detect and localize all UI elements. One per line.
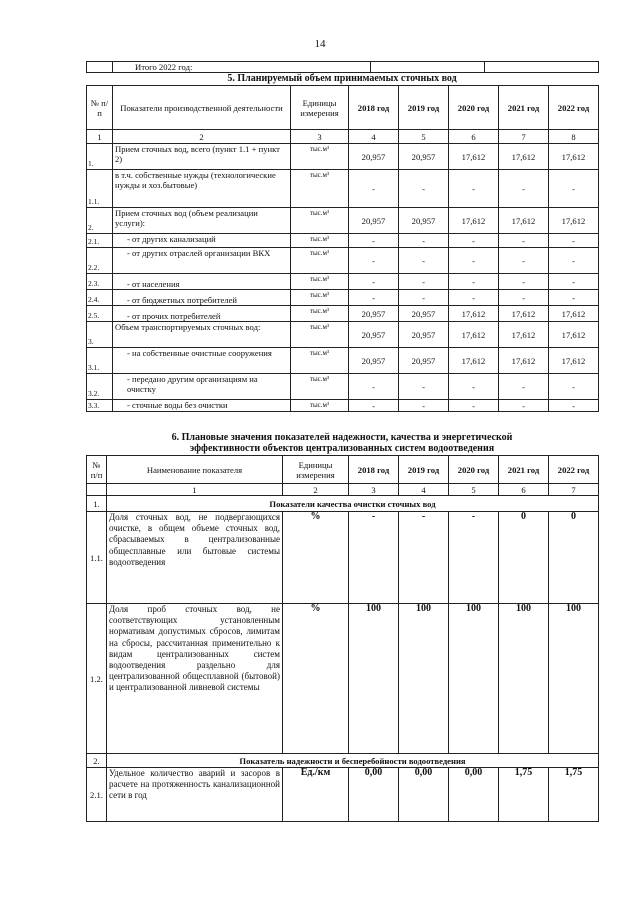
col-number: 5 xyxy=(449,484,499,496)
table-row xyxy=(87,248,599,274)
row-value: - xyxy=(349,290,399,306)
row-value: - xyxy=(549,290,599,306)
row-name: Удельное количество аварий и засоров в расчете на протяженность канализационной сети в год xyxy=(107,768,283,822)
table-row xyxy=(87,144,599,170)
row-value: - xyxy=(349,274,399,290)
row-value: 17,612 xyxy=(449,348,499,374)
row-value: 0,00 xyxy=(399,768,449,822)
col-number: 1 xyxy=(87,130,113,144)
row-num: 3.2. xyxy=(87,374,113,400)
row-value: 17,612 xyxy=(449,144,499,170)
row-num: 3. xyxy=(87,322,113,348)
table-row xyxy=(87,604,599,754)
page-number: 14 xyxy=(314,38,326,50)
row-value: 17,612 xyxy=(549,348,599,374)
table-row xyxy=(87,234,599,248)
row-value: - xyxy=(499,234,549,248)
row-num: 2.1. xyxy=(87,234,113,248)
col-number: 4 xyxy=(399,484,449,496)
row-value: 17,612 xyxy=(549,306,599,322)
row-name: - от прочих потребителей xyxy=(113,306,291,322)
row-value: - xyxy=(449,400,499,412)
row-num: 2.3. xyxy=(87,274,113,290)
row-value: - xyxy=(349,170,399,208)
row-num: 3.1. xyxy=(87,348,113,374)
row-value: - xyxy=(449,374,499,400)
col-number: 7 xyxy=(499,130,549,144)
row-name: - от других канализаций xyxy=(113,234,291,248)
row-num: 2.5. xyxy=(87,306,113,322)
row-value: - xyxy=(449,512,499,604)
row-num: 3.3. xyxy=(87,400,113,412)
section6-title-line1: 6. Плановые значения показателей надежности, качества и энергетической xyxy=(171,432,513,443)
row-unit: тыс.м³ xyxy=(291,290,349,306)
row-unit: тыс.м³ xyxy=(291,144,349,170)
group-row xyxy=(87,496,599,512)
col-number: 3 xyxy=(349,484,399,496)
row-unit: тыс.м³ xyxy=(291,234,349,248)
top-row-label: Итого 2022 год: xyxy=(113,62,371,73)
row-unit: тыс.м³ xyxy=(291,400,349,412)
row-name: - передано другим организациям на очистку xyxy=(113,374,291,400)
col-number: 6 xyxy=(449,130,499,144)
col-number: 4 xyxy=(349,130,399,144)
row-unit: тыс.м³ xyxy=(291,274,349,290)
row-unit: тыс.м³ xyxy=(291,348,349,374)
row-unit: тыс.м³ xyxy=(291,306,349,322)
table-row xyxy=(87,374,599,400)
row-value: 20,957 xyxy=(399,322,449,348)
row-value: 100 xyxy=(449,604,499,754)
row-name: Прием сточных вод, всего (пункт 1.1 + пункт 2) xyxy=(113,144,291,170)
row-value: 100 xyxy=(499,604,549,754)
row-value: - xyxy=(399,170,449,208)
group-title: Показатель надежности и бесперебойности водоотведения xyxy=(107,754,599,768)
row-value: - xyxy=(399,400,449,412)
row-value: - xyxy=(399,274,449,290)
row-value: 17,612 xyxy=(549,322,599,348)
row-num: 1.1. xyxy=(87,170,113,208)
row-value: - xyxy=(399,234,449,248)
top-row-cell xyxy=(371,62,485,73)
row-value: - xyxy=(349,248,399,274)
header-year: 2018 год xyxy=(349,456,399,484)
row-unit: % xyxy=(283,604,349,754)
table-row xyxy=(87,274,599,290)
row-value: - xyxy=(499,248,549,274)
col-number: 2 xyxy=(113,130,291,144)
row-name: в т.ч. собственные нужды (технологические нужды и хоз.бытовые) xyxy=(113,170,291,208)
table-row xyxy=(87,400,599,412)
row-value: 17,612 xyxy=(499,208,549,234)
section6-table xyxy=(86,455,599,822)
row-value: 20,957 xyxy=(399,144,449,170)
row-name: - от бюджетных потребителей xyxy=(113,290,291,306)
row-value: - xyxy=(449,290,499,306)
row-unit: тыс.м³ xyxy=(291,322,349,348)
top-row-cell xyxy=(485,62,599,73)
row-value: - xyxy=(549,374,599,400)
row-name: Прием сточных вод (объем реализации услуги): xyxy=(113,208,291,234)
row-unit: Ед./км xyxy=(283,768,349,822)
table-row xyxy=(87,306,599,322)
row-name: - от населения xyxy=(113,274,291,290)
row-num: 2. xyxy=(87,208,113,234)
row-value: 17,612 xyxy=(499,144,549,170)
top-row-num-cell xyxy=(87,62,113,73)
row-num: 1.1. xyxy=(87,512,107,604)
row-value: 17,612 xyxy=(499,348,549,374)
header-year: 2018 год xyxy=(349,86,399,130)
row-value: - xyxy=(449,234,499,248)
section6-title xyxy=(86,432,598,454)
row-value: - xyxy=(549,234,599,248)
table-row xyxy=(87,348,599,374)
header-num: № п/ п xyxy=(87,86,113,130)
row-value: - xyxy=(549,274,599,290)
header-year: 2019 год xyxy=(399,86,449,130)
header-num: № п/п xyxy=(87,456,107,484)
header-year: 2021 год xyxy=(499,86,549,130)
row-value: - xyxy=(499,400,549,412)
row-value: 20,957 xyxy=(349,322,399,348)
row-name: Объем транспортируемых сточных вод: xyxy=(113,322,291,348)
row-value: - xyxy=(499,374,549,400)
row-value: 17,612 xyxy=(449,322,499,348)
row-value: - xyxy=(399,374,449,400)
header-unit: Единицы измерения xyxy=(283,456,349,484)
table-row xyxy=(87,290,599,306)
row-name: Доля сточных вод, не подвергающихся очистке, в общем объеме сточных вод, сбрасываемых в централизованные общесплавные или бытовые системы водоотведения xyxy=(107,512,283,604)
header-year: 2021 год xyxy=(499,456,549,484)
col-number: 2 xyxy=(283,484,349,496)
row-value: 1,75 xyxy=(549,768,599,822)
row-num: 1. xyxy=(87,144,113,170)
col-number: 8 xyxy=(549,130,599,144)
row-value: - xyxy=(399,512,449,604)
row-value: - xyxy=(399,290,449,306)
row-value: 0,00 xyxy=(449,768,499,822)
row-unit: тыс.м³ xyxy=(291,374,349,400)
row-value: 17,612 xyxy=(549,144,599,170)
row-unit: % xyxy=(283,512,349,604)
row-value: 17,612 xyxy=(549,208,599,234)
row-value: - xyxy=(549,400,599,412)
row-value: 100 xyxy=(349,604,399,754)
row-value: 20,957 xyxy=(399,348,449,374)
row-value: 100 xyxy=(399,604,449,754)
row-value: - xyxy=(449,274,499,290)
row-value: 20,957 xyxy=(349,208,399,234)
header-year: 2019 год xyxy=(399,456,449,484)
row-value: 1,75 xyxy=(499,768,549,822)
header-unit: Единицы измерения xyxy=(291,86,349,130)
row-value: - xyxy=(349,374,399,400)
header-year: 2020 год xyxy=(449,86,499,130)
row-value: 17,612 xyxy=(499,322,549,348)
col-number: 1 xyxy=(107,484,283,496)
row-value: - xyxy=(449,170,499,208)
header-year: 2022 год xyxy=(549,456,599,484)
row-value: - xyxy=(499,170,549,208)
header-indicator: Показатели производственной деятельности xyxy=(113,86,291,130)
col-number: 6 xyxy=(499,484,549,496)
row-value: 20,957 xyxy=(399,306,449,322)
col-number: 7 xyxy=(549,484,599,496)
row-value: - xyxy=(449,248,499,274)
row-value: 0,00 xyxy=(349,768,399,822)
row-value: 17,612 xyxy=(449,208,499,234)
row-value: 0 xyxy=(499,512,549,604)
group-row xyxy=(87,754,599,768)
row-value: - xyxy=(499,290,549,306)
col-number: 5 xyxy=(399,130,449,144)
table-row xyxy=(87,322,599,348)
row-num: 1.2. xyxy=(87,604,107,754)
section6-title-line2: эффективности объектов централизованных систем водоотведения xyxy=(189,443,495,454)
row-name: Доля проб сточных вод, не соответствующих установленным нормативам допустимых сбросов, лимитам на сбросы, рассчитанная применительно к видам централизованных систем водоотведения раздельно для централизованной общесплавной (бытовой) и централизованной ливневой системы xyxy=(107,604,283,754)
row-num: 2.1. xyxy=(87,768,107,822)
row-value: 20,957 xyxy=(349,348,399,374)
group-title: Показатели качества очистки сточных вод xyxy=(107,496,599,512)
row-unit: тыс.м³ xyxy=(291,170,349,208)
row-value: - xyxy=(549,170,599,208)
row-unit: тыс.м³ xyxy=(291,208,349,234)
row-value: - xyxy=(549,248,599,274)
row-value: 20,957 xyxy=(349,306,399,322)
row-name: - сточные воды без очистки xyxy=(113,400,291,412)
row-value: - xyxy=(349,234,399,248)
col-number: 3 xyxy=(291,130,349,144)
row-value: 0 xyxy=(549,512,599,604)
row-num: 2.4. xyxy=(87,290,113,306)
top-total-table xyxy=(86,61,599,73)
row-name: - на собственные очистные сооружения xyxy=(113,348,291,374)
table-row xyxy=(87,768,599,822)
row-unit: тыс.м³ xyxy=(291,248,349,274)
row-num: 2.2. xyxy=(87,248,113,274)
group-num: 1. xyxy=(87,496,107,512)
row-value: - xyxy=(399,248,449,274)
row-name: - от других отраслей организации ВКХ xyxy=(113,248,291,274)
row-value: 100 xyxy=(549,604,599,754)
row-value: - xyxy=(499,274,549,290)
table-row xyxy=(87,208,599,234)
table-row xyxy=(87,170,599,208)
row-value: 20,957 xyxy=(349,144,399,170)
row-value: 20,957 xyxy=(399,208,449,234)
section5-title: 5. Планируемый объем принимаемых сточных вод xyxy=(227,73,457,84)
row-value: - xyxy=(349,512,399,604)
section5-table xyxy=(86,85,599,412)
header-year: 2022 год xyxy=(549,86,599,130)
row-value: 17,612 xyxy=(449,306,499,322)
row-value: - xyxy=(349,400,399,412)
col-number-empty xyxy=(87,484,107,496)
header-year: 2020 год xyxy=(449,456,499,484)
group-num: 2. xyxy=(87,754,107,768)
header-indicator: Наименование показателя xyxy=(107,456,283,484)
table-row xyxy=(87,512,599,604)
row-value: 17,612 xyxy=(499,306,549,322)
